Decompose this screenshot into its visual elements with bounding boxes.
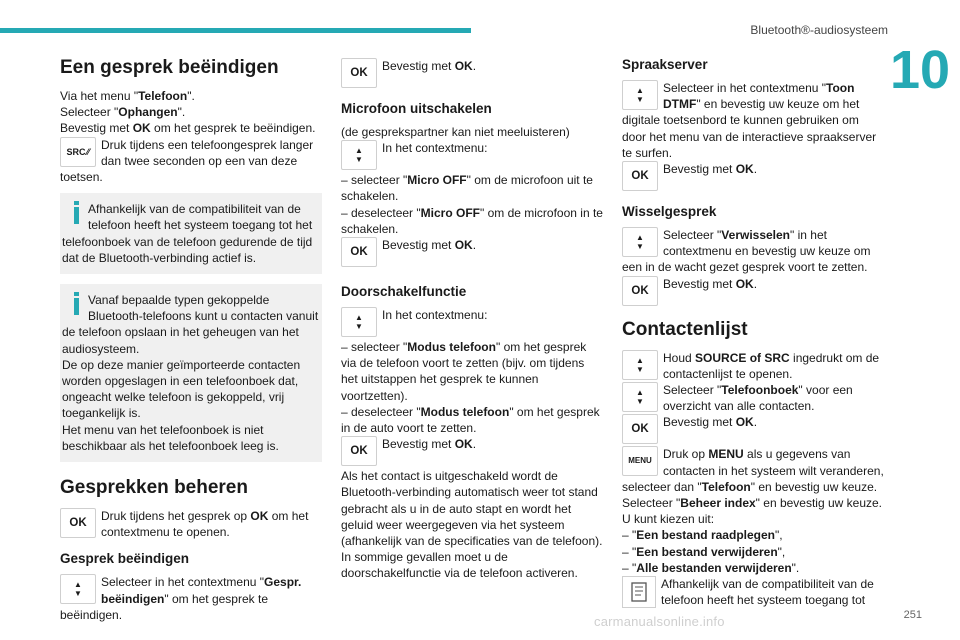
column-3 — [622, 50, 886, 610]
header-title: Bluetooth®-audiosysteem — [750, 23, 888, 37]
confirm-ok-5: OK Bevestig met OK. — [622, 276, 886, 308]
info-icon — [70, 201, 84, 229]
confirm-ok-1: OK Bevestig met OK. — [341, 58, 603, 90]
watermark: carmanualsonline.info — [594, 614, 725, 629]
confirm-ok-2: OK Bevestig met OK. — [341, 237, 603, 269]
confirm-ok-4: OK Bevestig met OK. — [622, 161, 886, 193]
menu-button-icon: MENU — [622, 446, 658, 476]
contacts-step-1: ▲ ▼ Houd SOURCE of SRC ingedrukt om de contactenlijst te openen. — [622, 350, 886, 382]
mic-context: ▲ ▼ In het contextmenu: — [341, 140, 603, 172]
chapter-number: 10 — [890, 40, 951, 100]
contacts-option-2: – "Een bestand verwijderen", — [622, 544, 786, 559]
book-icon — [622, 576, 656, 608]
fwd-option-2: – deselecteer "Modus telefoon" om het gesprek in de auto voort te zetten. — [341, 404, 600, 436]
info-note-2: Vanaf bepaalde typen gekoppelde Bluetooth-telefoons kunt u contacten vanuit de telefoon opslaan in het geheugen van het audiosysteem. De op deze manier geïmporteerde contacten worden opgeslagen in een telefoonboek dat, ongeacht welke telefoon is gekoppeld, vrij toegankelijk is. Het menu van het telefoonboek is niet beschikbaar als het telefoonboek leeg is. — [60, 284, 322, 462]
up-down-arrows-icon: ▲ ▼ — [341, 307, 377, 337]
column-2 — [341, 50, 603, 582]
heading-end-call-ctx: Gesprek beëindigen — [60, 551, 190, 567]
up-down-arrows-icon: ▲ ▼ — [622, 382, 658, 412]
end-line-2: Selecteer "Ophangen". — [60, 105, 186, 120]
confirm-ok-3: OK Bevestig met OK. — [341, 436, 603, 468]
info-note-1: Afhankelijk van de compatibiliteit van de telefoon heeft het systeem toegang tot het telefoonboek van de telefoon gedurende de tijd dat de Bluetooth-verbinding actief is. — [60, 193, 322, 274]
contacts-option-3: – "Alle bestanden verwijderen". — [622, 560, 800, 575]
up-down-arrows-icon: ▲ ▼ — [341, 140, 377, 170]
switch-instruction: ▲ ▼ Selecteer "Verwisselen" in het contextmenu en bevestig uw keuze om een in de wacht gezet gesprek voort te zetten. — [622, 228, 871, 275]
confirm-ok-6: OK Bevestig met OK. — [622, 414, 886, 446]
contacts-choose: U kunt kiezen uit: — [622, 512, 715, 527]
ok-button-icon: OK — [341, 237, 377, 267]
up-down-arrows-icon: ▲ ▼ — [622, 80, 658, 110]
fwd-context: ▲ ▼ In het contextmenu: — [341, 307, 603, 339]
heading-mic-off: Microfoon uitschakelen — [341, 101, 492, 116]
contacts-step-menu: MENU Druk op MENU als u gegevens van contacten in het systeem wilt veranderen, selecteer dan "Telefoon" en bevestig uw keuze. — [622, 447, 884, 494]
contacts-step-2: ▲ ▼ Selecteer "Telefoonboek" voor een overzicht van alle contacten. — [622, 382, 886, 414]
end-line-3: Bevestig met OK om het gesprek te beëindigen. — [60, 121, 316, 136]
mic-option-2: – deselecteer "Micro OFF" om de microfoon in te schakelen. — [341, 205, 603, 236]
contacts-option-1: – "Een bestand raadplegen", — [622, 528, 783, 543]
info-icon — [70, 292, 84, 320]
contacts-step-index: Selecteer "Beheer index" en bevestig uw keuze. — [622, 496, 883, 511]
ok-button-icon: OK — [622, 161, 658, 191]
heading-call-waiting: Wisselgesprek — [622, 204, 717, 220]
heading-voice-server: Spraakserver — [622, 57, 708, 72]
mic-option-1: – selecteer "Micro OFF" om de microfoon uit te schakelen. — [341, 173, 593, 204]
header-accent-bar — [0, 28, 471, 33]
page-number: 251 — [903, 609, 922, 621]
ok-button-icon: OK — [622, 276, 658, 306]
voice-instruction: ▲ ▼ Selecteer in het contextmenu "Toon DTMF" en bevestig uw keuze om het digitale toetsenbord te kunnen gebruiken om door het menu van de interactieve spraakserver te surfen. — [622, 81, 877, 160]
heading-manage-calls: Gesprekken beheren — [60, 477, 248, 499]
heading-end-call: Een gesprek beëindigen — [60, 57, 279, 78]
up-down-arrows-icon: ▲ ▼ — [622, 227, 658, 257]
ok-button-icon: OK — [622, 414, 658, 444]
up-down-arrows-icon: ▲ ▼ — [622, 350, 658, 380]
end-line-1: Via het menu "Telefoon". — [60, 89, 195, 103]
endcall-instruction: ▲ ▼ Selecteer in het contextmenu "Gespr. beëindigen" om het gesprek te beëindigen. — [60, 575, 302, 622]
up-down-arrows-icon: ▲ ▼ — [60, 574, 96, 604]
fwd-option-1: – selecteer "Modus telefoon" om het gesprek via de telefoon voort te zetten (bijv. om tijdens het uitstappen het gesprek te kunnen voortzetten). — [341, 340, 587, 403]
heading-contacts: Contactenlijst — [622, 318, 748, 340]
heading-forwarding: Doorschakelfunctie — [341, 284, 467, 300]
column-1 — [60, 50, 322, 623]
ok-button-icon: OK — [60, 508, 96, 538]
contacts-note: Afhankelijk van de compatibiliteit van de telefoon heeft het systeem toegang tot — [622, 576, 886, 610]
ok-button-icon: OK — [341, 436, 377, 466]
src-button-icon: SRC ⁄⁄ — [60, 137, 96, 167]
fwd-paragraph-1: Als het contact is uitgeschakeld wordt de Bluetooth-verbinding automatisch weer tot stand gebracht als u in de auto stapt en wordt het geluid weer weergegeven via het systeem (afhankelijk van de specificaties van de telefoon). — [341, 469, 603, 549]
ok-button-icon: OK — [341, 58, 377, 88]
manage-instruction: OK Druk tijdens het gesprek op OK om het contextmenu te openen. — [60, 508, 322, 540]
src-instruction: SRC ⁄⁄ Druk tijdens een telefoongesprek langer dan twee seconden op een van deze toetsen. — [60, 137, 314, 185]
mic-subtitle: (de gesprekspartner kan niet meeluisteren) — [341, 125, 570, 139]
fwd-paragraph-2: In sommige gevallen moet u de doorschakelfunctie via de telefoon activeren. — [341, 550, 578, 581]
